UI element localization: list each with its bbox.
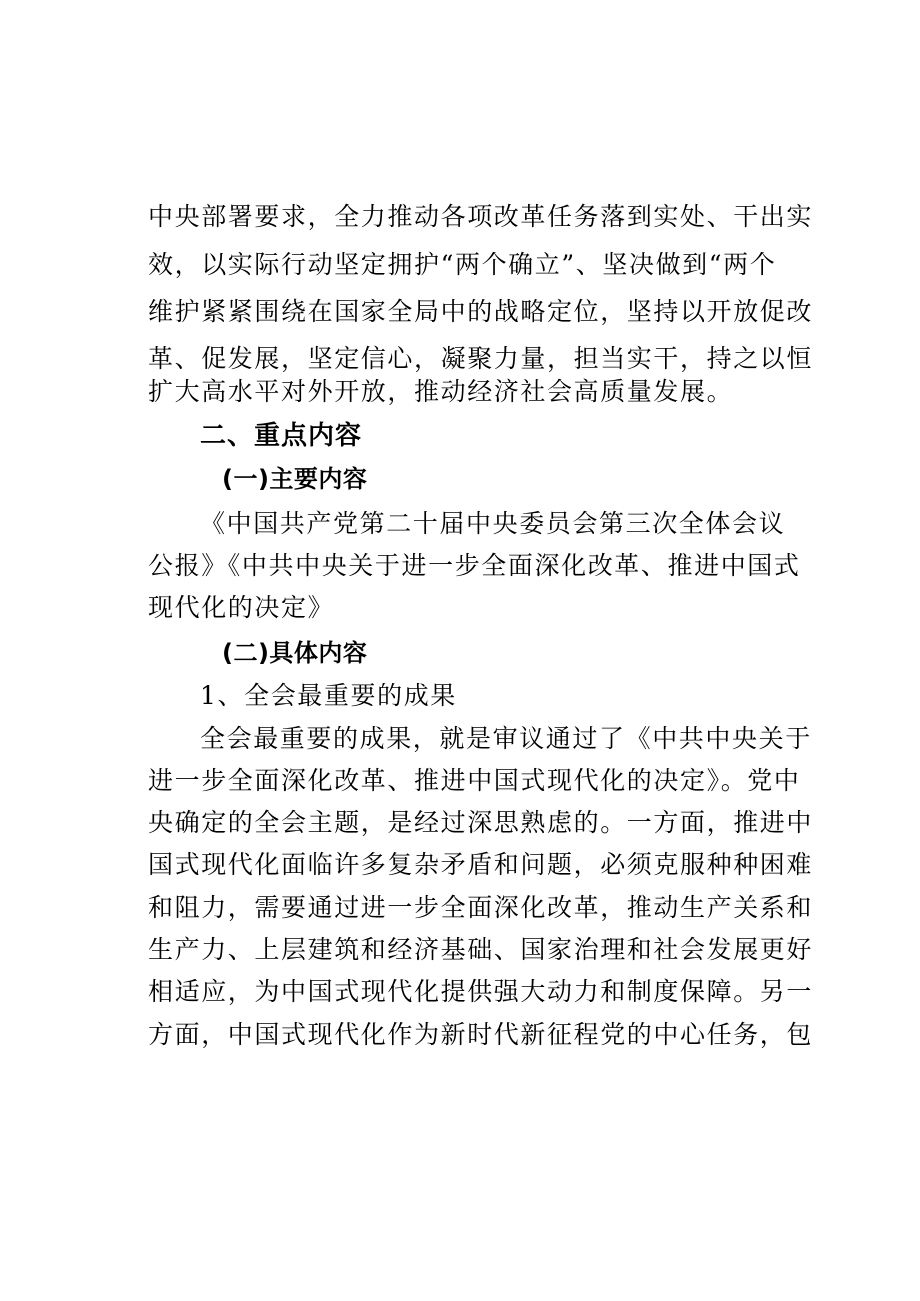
paragraph-line: 生产力、上层建筑和经济基础、国家治理和社会发展更好 [148,935,814,964]
paragraph-line: 全会最重要的成果，就是审议通过了《中共中央关于 [200,724,812,753]
subsection-heading: (二)具体内容 [222,639,368,667]
paragraph-line: 现代化的决定》 [148,593,335,622]
paragraph-line: 央确定的全会主题，是经过深思熟虑的。一方面，推进中 [148,808,814,837]
paragraph-line: 维护紧紧围绕在国家全局中的战略定位，坚持以开放促改 [148,297,814,326]
item-heading: 1、全会最重要的成果 [200,681,457,710]
subsection-heading: (一)主要内容 [222,465,368,493]
paragraph-line: 革、促发展，坚定信心，凝聚力量，担当实干，持之以恒 [148,344,814,373]
paragraph-line: 《中国共产党第二十届中央委员会第三次全体会议 [200,509,786,538]
paragraph-line: 进一步全面深化改革、推进中国式现代化的决定》。党中 [148,766,801,795]
paragraph-line: 方面，中国式现代化作为新时代新征程党的中心任务，包 [148,1020,814,1049]
section-heading: 二、重点内容 [200,421,363,451]
paragraph-line: 相适应，为中国式现代化提供强大动力和制度保障。另一 [148,977,814,1006]
paragraph-line: 中央部署要求，全力推动各项改革任务落到实处、干出实 [148,202,814,231]
paragraph-line: 扩大高水平对外开放，推动经济社会高质量发展。 [148,377,734,406]
paragraph-line: 公报》《中共中央关于进一步全面深化改革、推进中国式 [148,551,801,580]
paragraph-line: 国式现代化面临许多复杂矛盾和问题，必须克服种种困难 [148,850,814,879]
paragraph-line: 和阻力，需要通过进一步全面深化改革，推动生产关系和 [148,893,814,922]
paragraph-line: 效，以实际行动坚定拥护“两个确立”、坚决做到“两个 [148,250,777,279]
